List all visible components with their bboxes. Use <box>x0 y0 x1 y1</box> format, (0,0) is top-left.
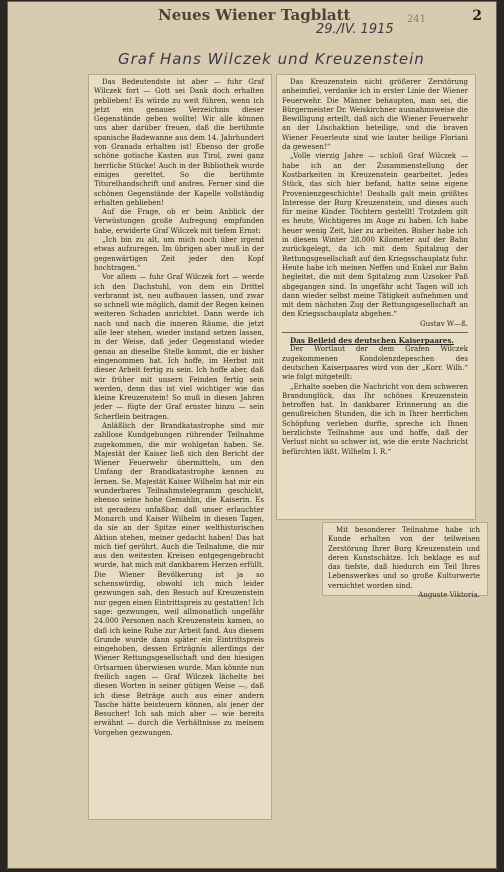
divider <box>282 332 468 333</box>
paragraph: „Erhalte soeben die Nachricht von dem schweren Brandunglück, das Ihr schönes Kreuzenstein betroffen hat. In dankbarer Erinnerung an die genußreichen Stunden, die ich in Ihrer herrlichen Schöpfung verleben durfte, spreche ich Ihnen herzlichste Teilnahme aus und hoffe, daß der Verlust nicht so schwer ist, wie die erste Nachricht befürchten läßt. Wilhelm I. R.“ <box>282 382 468 456</box>
paragraph: Das Kreuzenstein nicht größerer Zerstörung anheimfiel, verdanke ich in erster Linie der Wiener Feuerwehr. Die Männer behaupten, man sei, die Bürgermeister Dr. Weiskirchner ausnahmsweise die Bewilligung erteilt, daß sich die Wiener Feuerwehr an der Löschaktion beteilige, und die braven Wiener Feuerleute sind wie lauter heilige Floriani da gewesen!“ <box>282 78 468 152</box>
paragraph: Vor allem — fuhr Graf Wilczek fort — werde ich den Dachstuhl, von dem ein Drittel verbrannt ist, neu aufbauen lassen, und zwar so schnell wie möglich, damit der Regen keinen weiteren Schaden anrichtet. Dann werde ich nach und nach die inneren Räume, die jetzt alle leer stehen, wieder instand setzen lassen, in der Weise, daß jeder Gegenstand wieder genau an dieselbe Stelle kommt, die er bisher eingenommen hat. Ich hoffe, im Herbst mit dieser Arbeit fertig zu sein. Ich hoffe aber, daß wir früher mit unsern Feinden fertig sein werden, denn das ist viel wichtiger wie das kleine Kreuzenstein! So muß in diesen Jahren jeder — fügte der Graf ernster hinzu — sein Scherflein beitragen. <box>94 273 265 421</box>
small-clipping-text <box>328 526 480 600</box>
paragraph: Anläßlich der Brandkatastrophe sind mir zahllose Kundgebungen rührender Teilnahme zugekommen, die mir wohlgetan haben. Se. Majestät der Kaiser ließ sich den Bericht der Wiener Feuerwehr übermitteln, um den Umfang der Brandkatastrophe kennen zu lernen. Se. Majestät Kaiser Wilhelm hat mir ein wunderbares Teilnahmstelegramm geschickt, ebenso seine hohe Gemahlin, die Kaiserin. Es ist geradezu unfaßbar, daß unser erlauchter Monarch und Kaiser Wilhelm in diesen Tagen, da sie an der Spitze einer welthistorischen Aktion stehen, meiner gedacht haben! Das hat mich tief gerührt. Auch die Teilnahme, die mir aus den weitesten Kreisen entgegengebracht wurde, hat mich mit dankbarem Herzen erfüllt. Die Wiener Bevölkerung ist ja so schenswürdig, obwohl ich mich leider gezwungen sah, den Besuch auf Kreuzenstein nur gegen einen Eintrittspreis zu gestatten! Ich sage: gezwungen, weil allmonatlich ungefähr 24.000 Personen nach Kreuzenstein kamen, so daß ich keine Ruhe zur Arbeit fand. Aus diesem Grunde wurde dann später ein Eintrittspreis eingehoben, dessen Erträgnis allerdings der Wiener Rettungsgesellschaft und den hiesigen Ortsarmen überwiesen wurde. Man könnte nun freilich sagen — Graf Wilczek lächelte bei diesen Worten in seiner gütigen Weise —, daß ich diese Beträge auch aus einer andern Tasche hätte beisteuern können, als jener der Besucher! Ich sah mich aber — wie bereits erwähnt — durch die Verhältnisse zu meinem Vorgehen gezwungen. <box>94 421 264 737</box>
handwritten-date: 29./IV. 1915 <box>316 22 394 37</box>
left-column-text <box>94 78 264 816</box>
author-signature: Gustav W—ß. <box>420 319 468 328</box>
pencil-note: 241 <box>406 14 426 25</box>
paragraph: „Volle vierzig Jahre — schloß Graf Wilczek — habe ich an der Zusammenstellung der Kostbarkeiten in Kreuzenstein gearbeitet. Jedes Stück, das sich hier befand, hatte seine eigene Provenienzgeschichte! Deshalb galt mein größtes Interesse der Burg Kreuzenstein, und dieses auch für meine Kinder. Töchtern gestellt! Trotzdem gilt es heute, Wichtigeres im Auge zu haben. Ich habe heuer wenig Zeit, hier zu arbeiten. Bisher habe ich in diesem Winter 28.000 Kilometer auf der Bahn zurückgelegt, da ich mit dem Spitalzug der Rettungsgesellschaft auf den Kriegsschauplatz fuhr. Heute habe ich meinen Neffen und Enkel zur Bahn begleitet, die mit dem Spitalzug zum Uzsoker Paß abgegangen sind. In ungefähr acht Tagen will ich dann wieder selbst meine Tätigkeit aufnehmen und mit dem nächsten Zug der Rettungsgesellschaft an den Kriegsschauplatz abgehen.“ <box>282 152 468 319</box>
masthead: Neues Wiener Tagblatt <box>158 6 351 24</box>
handwritten-title: Graf Hans Wilczek und Kreuzenstein <box>118 50 425 68</box>
signature: Auguste Viktoria. <box>418 591 480 600</box>
page-number: 2 <box>472 8 482 24</box>
paragraph: Der Wortlaut der dem Grafen Wilczek zugekommenen Kondolenzdepeschen des deutschen Kaiserpaares wird von der „Korr. Wilh.“ wie folgt mitgeteilt: <box>282 345 468 382</box>
article-heading: Das Beileid des deutschen Kaiserpaares. <box>290 336 454 346</box>
right-column-text <box>282 78 468 516</box>
paragraph: „Ich bin zu alt, um mich noch über irgend etwas aufzuregen. Im übrigen aber muß in der gegenwärtigen Zeit jeder den Kopf hochtragen.“ <box>94 236 264 272</box>
paragraph: Das Bedeutendste ist aber — fuhr Graf Wilczek fort — Gott sei Dank doch erhalten geblieben! Es würde zu weit führen, wenn ich jetzt ein genaues Verzeichnis dieser Gegenstände geben wollte! Wir alle können uns aber darüber freuen, daß die berühmte spanische Badewanne aus dem 14. Jahrhundert von Granada erhalten ist! Ebenso der große schöne gotische Kasten aus Tirol, zwei ganz herrliche Stücke! Auch in der Bibliothek wurde einiges gerettet. So die berühmte Titurelhandschrift und andres. Ferner sind die schönen Gegenstände der Kapelle vollständig erhalten geblieben! <box>94 78 264 207</box>
newspaper-clipping-sheet <box>8 2 496 868</box>
paragraph: Auf die Frage, ob er beim Anblick der Verwüstungen große Aufregung empfunden habe, erwiderte Graf Wilczek mit tiefem Ernst: <box>94 208 264 235</box>
paragraph: Mit besonderer Teilnahme habe ich Kunde erhalten von der teilweisen Zerstörung Ihrer Burg Kreuzenstein und deren Kunstschätze. Ich beklage es auf das tiefste, daß hiedurch ein Teil Ihres Lebenswerkes und so große Kulturwerte vernichtet worden sind. <box>328 526 480 590</box>
